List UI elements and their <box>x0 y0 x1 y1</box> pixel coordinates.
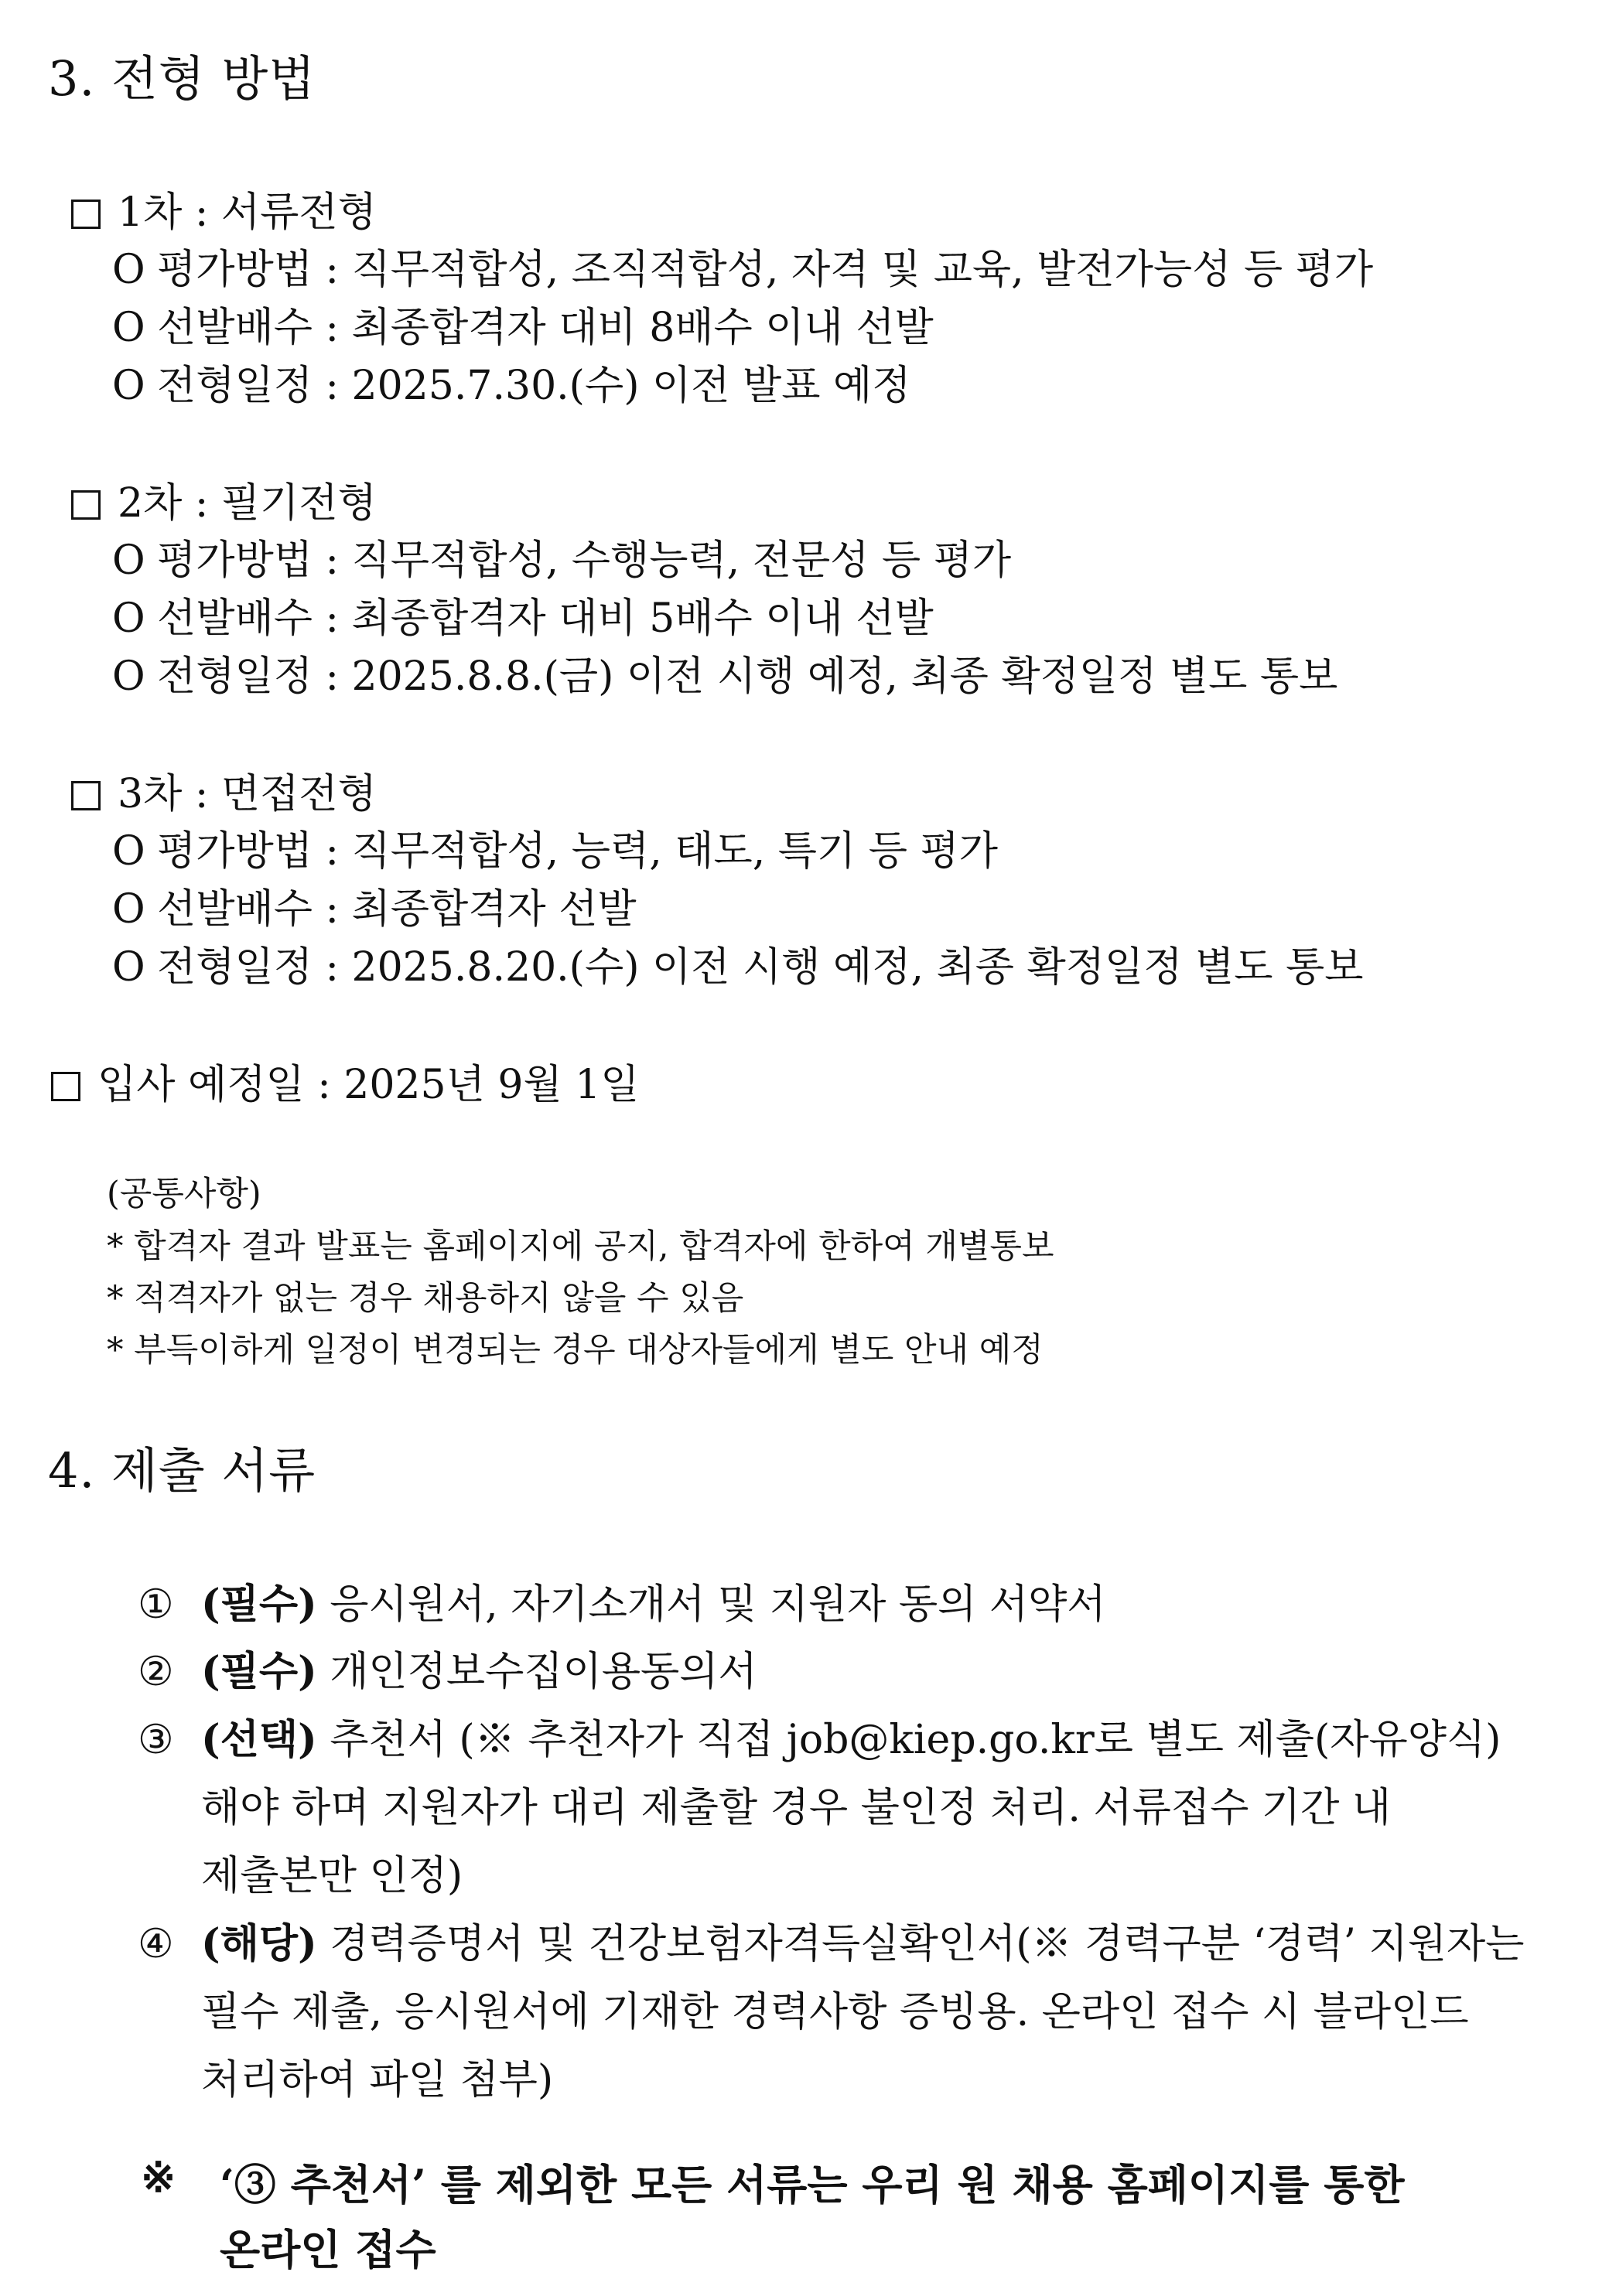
stage3-heading-row <box>71 761 377 819</box>
stage3-item-1-text: 평가방법 : 직무적합성, 능력, 태도, 특기 등 평가 <box>157 828 998 875</box>
stage1-item-2-text: 선발배수 : 최종합격자 대비 8배수 이내 선발 <box>157 305 934 351</box>
doc-item-1-text: 응시원서, 자기소개서 및 지원자 동의 서약서 <box>330 1581 1106 1628</box>
circle-bullet-icon: O <box>112 595 145 642</box>
doc-item-3-line-3: 제출본만 인정) <box>201 1853 463 1899</box>
circled-number-3: ③ <box>138 1717 174 1763</box>
stage1-item-3-text: 전형일정 : 2025.7.30.(수) 이전 발표 예정 <box>157 363 911 409</box>
circle-bullet-icon: O <box>112 247 145 293</box>
section4-title: 4. 제출 서류 <box>48 1442 316 1499</box>
doc-item-1 <box>138 1571 1106 1629</box>
common-note-1: * 합격자 결과 발표는 홈페이지에 공지, 합격자에 한하여 개별통보 <box>107 1227 1054 1266</box>
stage2-item-1-text: 평가방법 : 직무적합성, 수행능력, 전문성 등 평가 <box>157 537 1012 584</box>
stage2-item-3-text: 전형일정 : 2025.8.8.(금) 이전 시행 예정, 최종 확정일정 별도 통보 <box>157 653 1338 700</box>
doc-item-2 <box>138 1639 757 1697</box>
circled-number-2: ② <box>138 1649 174 1695</box>
circled-number-4: ④ <box>138 1921 174 1967</box>
doc-tag-applicable: (해당) <box>201 1920 317 1967</box>
stage2-item-3 <box>112 643 1337 701</box>
section3-title: 3. 전형 방법 <box>48 50 316 107</box>
stage2-heading-row <box>71 470 377 528</box>
circle-bullet-icon: O <box>112 886 145 933</box>
doc-tag-required: (필수) <box>201 1648 317 1695</box>
stage1-heading-row <box>71 179 377 237</box>
final-note-line-1: ‘③ 추천서’ 를 제외한 모든 서류는 우리 원 채용 홈페이지를 통한 <box>220 2160 1405 2209</box>
stage2-item-2-text: 선발배수 : 최종합격자 대비 5배수 이내 선발 <box>157 595 934 642</box>
stage1-item-1-text: 평가방법 : 직무적합성, 조직적합성, 자격 및 교육, 발전가능성 등 평가 <box>157 247 1374 293</box>
doc-item-3-line-2: 해야 하며 지원자가 대리 제출할 경우 불인정 처리. 서류접수 기간 내 <box>201 1785 1392 1831</box>
doc-item-4 <box>138 1911 1524 1969</box>
common-heading: (공통사항) <box>107 1175 261 1213</box>
doc-item-3-line-1: 추천서 (※ 추천자가 직접 job@kiep.go.kr로 별도 제출(자유양식) <box>330 1717 1501 1763</box>
final-note-line-2: 온라인 접수 <box>220 2225 436 2274</box>
common-note-3: * 부득이하게 일정이 변경되는 경우 대상자들에게 별도 안내 예정 <box>107 1331 1044 1370</box>
stage3-heading: 3차 : 면접전형 <box>118 771 377 817</box>
stage1-heading: 1차 : 서류전형 <box>118 189 377 236</box>
checkbox-square-icon <box>71 200 101 229</box>
circle-bullet-icon: O <box>112 944 145 991</box>
stage2-item-2 <box>112 585 934 643</box>
stage1-item-1 <box>112 237 1373 295</box>
common-note-2: * 적격자가 없는 경우 채용하지 않을 수 있음 <box>107 1279 744 1318</box>
doc-item-3 <box>138 1707 1501 1765</box>
stage1-item-2 <box>112 295 934 353</box>
circle-bullet-icon: O <box>112 828 145 875</box>
doc-item-4-line-3: 처리하여 파일 첨부) <box>201 2057 554 2103</box>
stage3-item-3 <box>112 934 1363 992</box>
stage3-item-2 <box>112 876 637 934</box>
stage3-item-2-text: 선발배수 : 최종합격자 선발 <box>157 886 637 933</box>
checkbox-square-icon <box>71 490 101 520</box>
checkbox-square-icon <box>71 781 101 810</box>
stage2-heading: 2차 : 필기전형 <box>118 480 377 527</box>
doc-tag-optional: (선택) <box>201 1716 317 1763</box>
stage2-item-1 <box>112 527 1011 585</box>
circled-number-1: ① <box>138 1581 174 1628</box>
circle-bullet-icon: O <box>112 363 145 409</box>
circle-bullet-icon: O <box>112 653 145 700</box>
checkbox-square-icon <box>51 1072 80 1101</box>
start-date: 입사 예정일 : 2025년 9월 1일 <box>97 1062 640 1108</box>
start-date-row <box>51 1052 640 1110</box>
final-note-mark: ※ <box>141 2152 176 2202</box>
doc-tag-required: (필수) <box>201 1581 317 1628</box>
doc-item-2-text: 개인정보수집이용동의서 <box>330 1649 757 1695</box>
circle-bullet-icon: O <box>112 305 145 351</box>
stage1-item-3 <box>112 353 910 411</box>
stage3-item-3-text: 전형일정 : 2025.8.20.(수) 이전 시행 예정, 최종 확정일정 별도 통보 <box>157 944 1364 991</box>
doc-item-4-line-1: 경력증명서 및 건강보험자격득실확인서(※ 경력구분 ‘경력’ 지원자는 <box>330 1921 1525 1967</box>
stage3-item-1 <box>112 818 998 876</box>
doc-item-4-line-2: 필수 제출, 응시원서에 기재한 경력사항 증빙용. 온라인 접수 시 블라인드 <box>201 1989 1469 2035</box>
circle-bullet-icon: O <box>112 537 145 584</box>
